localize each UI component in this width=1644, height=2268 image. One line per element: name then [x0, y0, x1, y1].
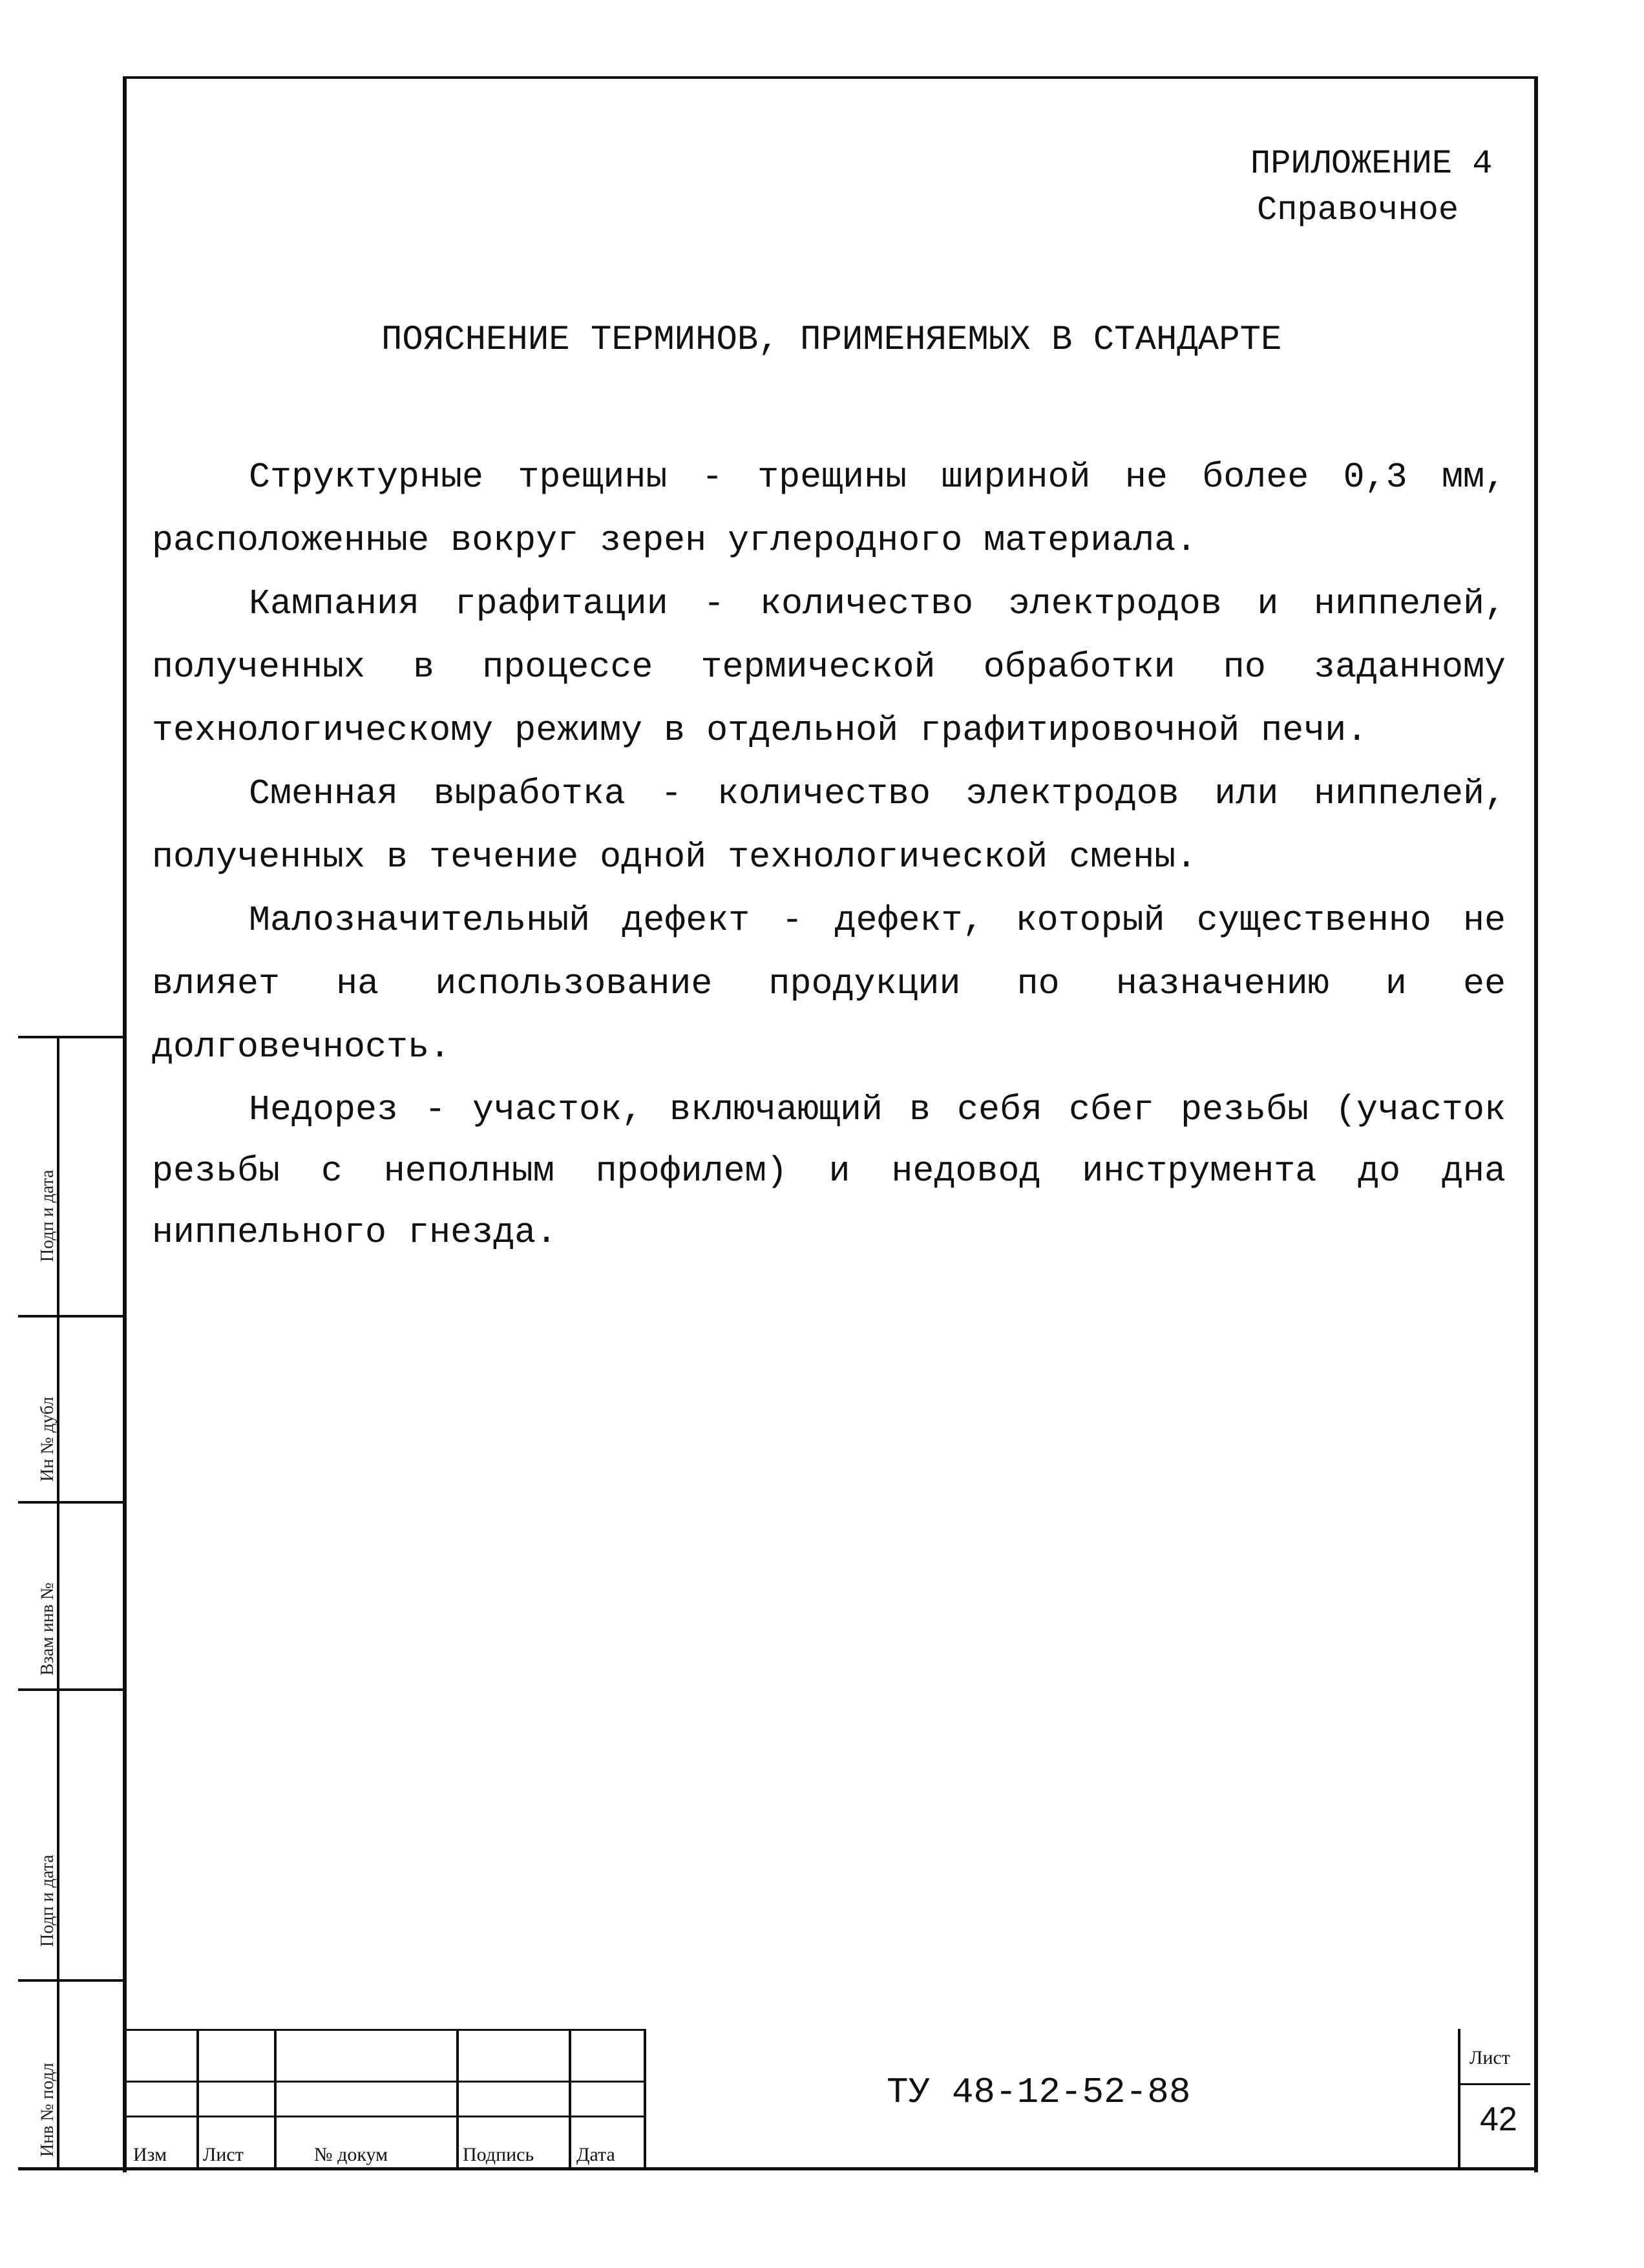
- caption-doc-number: № докум: [314, 2144, 388, 2165]
- side-stamp-divider: [18, 1501, 123, 1504]
- page-title: ПОЯСНЕНИЕ ТЕРМИНОВ, ПРИМЕНЯЕМЫХ В СТАНДАРТЕ: [381, 320, 1282, 360]
- caption-date: Дата: [576, 2144, 615, 2165]
- caption-change: Изм: [133, 2144, 167, 2165]
- title-block-column: [456, 2029, 459, 2167]
- appendix-label: ПРИЛОЖЕНИЕ 4: [1250, 145, 1493, 183]
- terms-body: [152, 446, 1506, 1263]
- sheet-number: 42: [1480, 2101, 1517, 2138]
- term-paragraph: Сменная выработка - количество электродов или ниппелей, полученных в течение одной технологической смены.: [152, 773, 1506, 877]
- side-stamp-label: Подп и дата: [37, 1170, 58, 1262]
- caption-signature: Подпись: [463, 2144, 534, 2165]
- side-stamp-divider: [18, 1315, 123, 1318]
- document-code: ТУ 48-12-52-88: [887, 2072, 1191, 2113]
- side-stamp-label: Подп и дата: [37, 1854, 58, 1947]
- page-bottom-border: [18, 2167, 1534, 2170]
- side-stamp-divider: [18, 1979, 123, 1982]
- title-block-column: [274, 2029, 277, 2167]
- side-stamp-label: Инв № подл: [37, 2063, 58, 2157]
- title-block-column: [1458, 2029, 1460, 2167]
- title-block-line: [127, 2081, 644, 2083]
- title-block-column: [644, 2029, 646, 2167]
- term-paragraph: Кампания графитации - количество электродов и ниппелей, полученных в процессе термической обработки по заданному технологическому режиму в отдельной графитировочной печи.: [152, 583, 1506, 751]
- sheet-label: Лист: [1470, 2047, 1510, 2068]
- caption-sheet: Лист: [203, 2144, 244, 2165]
- title-block-column: [569, 2029, 571, 2167]
- appendix-header: [1250, 141, 1492, 234]
- side-stamp-divider: [18, 1036, 123, 1038]
- side-stamp-label: Взам инв №: [37, 1582, 58, 1675]
- title-block-line: [127, 2116, 644, 2117]
- title-block-line: [127, 2029, 644, 2031]
- side-stamp-label: Ин № дубл: [37, 1396, 58, 1482]
- term-paragraph: Недорез - участок, включающий в себя сбег резьбы (участок резьбы с неполным профилем) и недовод инструмента до дна ниппельного гнезда.: [152, 1089, 1506, 1253]
- side-stamp: [18, 1036, 123, 2167]
- appendix-type: Справочное: [1257, 191, 1459, 229]
- side-stamp-divider: [18, 1688, 123, 1691]
- term-paragraph: Малозначительный дефект - дефект, который существенно не влияет на использование продукции по назначению и ее долговечность.: [152, 900, 1506, 1067]
- title-block-line: [1458, 2083, 1530, 2085]
- title-block-column: [196, 2029, 199, 2167]
- term-paragraph: Структурные трещины - трещины шириной не более 0,3 мм, расположенные вокруг зерен углеродного материала.: [152, 457, 1506, 561]
- title-block: [127, 2029, 1530, 2167]
